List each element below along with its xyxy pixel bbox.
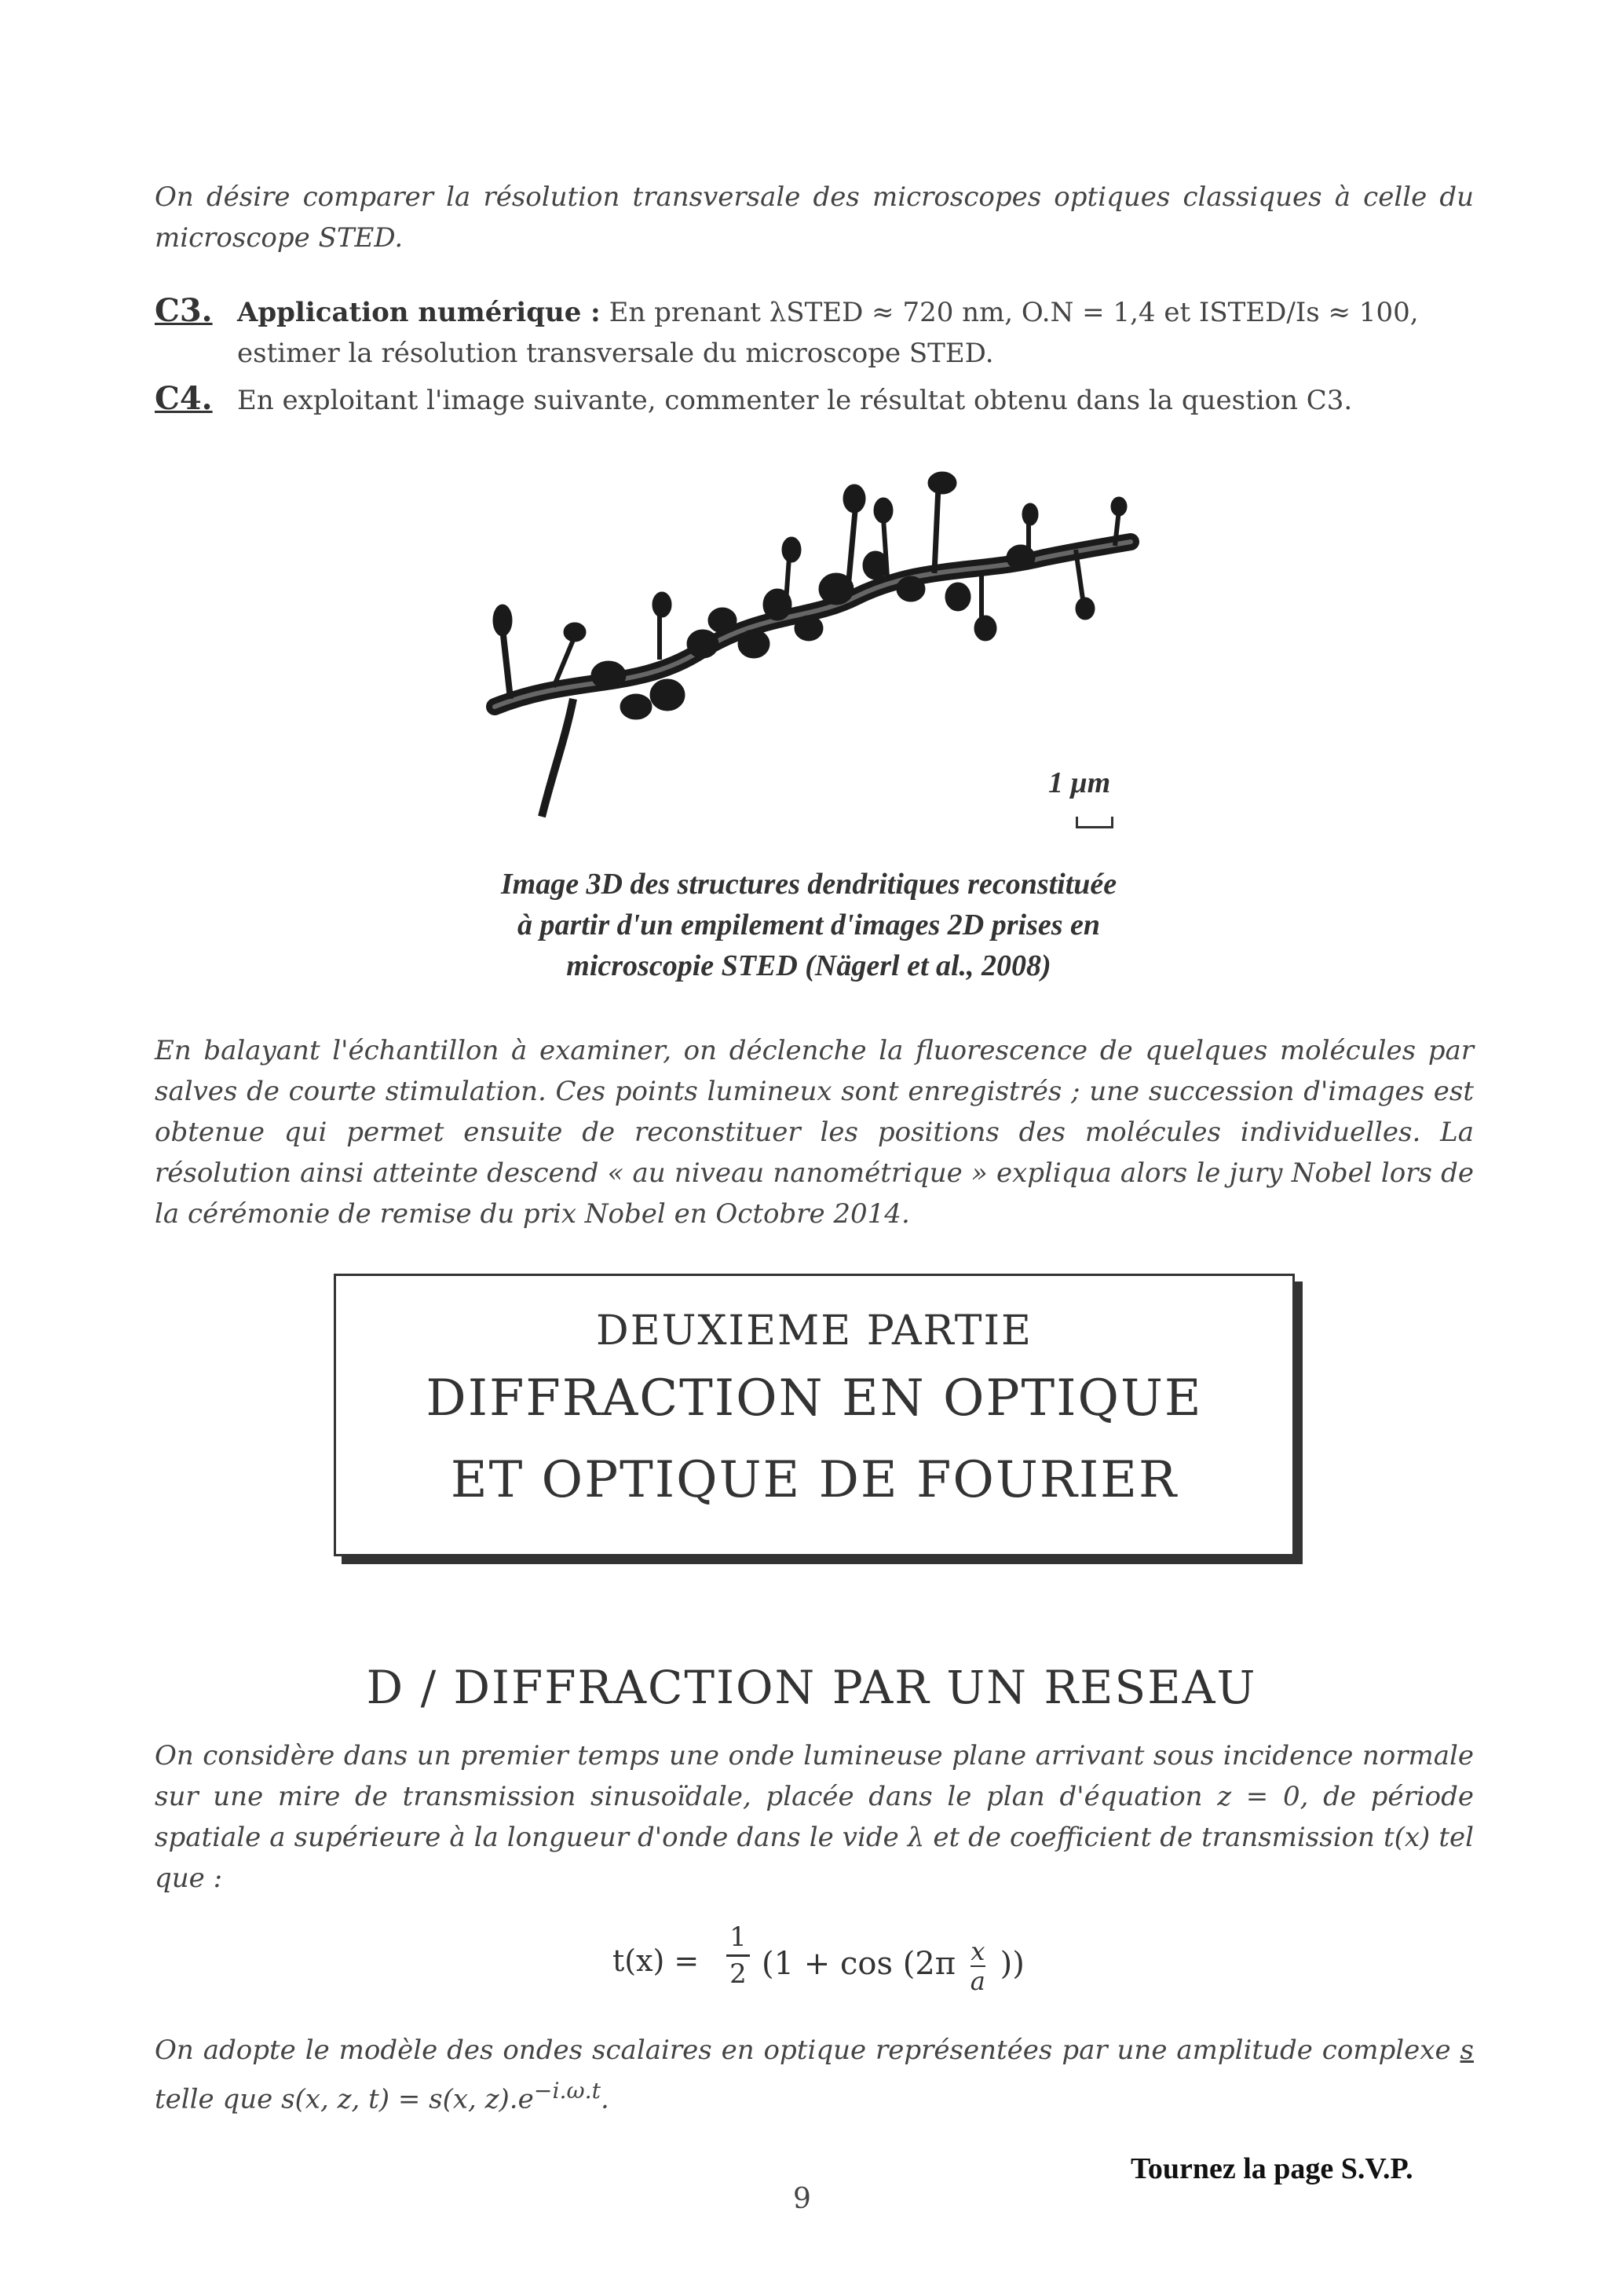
transmission-formula	[612, 1920, 1052, 2014]
model-paragraph	[155, 2030, 1474, 2119]
caption-line: à partir d'un empilement d'images 2D prises en	[517, 909, 1101, 941]
grating-paragraph: On considère dans un premier temps une onde lumineuse plane arrivant sous incidence normale sur une mire de transmission sinusoïdale, placée dans le plan d'équation z = 0, de période spatiale a supérieure à la longueur d'onde dans le vide λ et de coefficient de transmission t(x) tel que :	[155, 1740, 1474, 1894]
dendrite-figure	[479, 471, 1146, 840]
formula-numerator: 1	[729, 1921, 747, 1953]
model-text-before: On adopte le modèle des ondes scalaires en optique représentées par une amplitude complexe	[155, 2035, 1451, 2066]
model-text-mid: telle que	[155, 2083, 273, 2115]
question-number: C4.	[155, 380, 213, 417]
page-number: 9	[793, 2183, 811, 2215]
model-end: .	[601, 2083, 609, 2115]
model-exponent: −i.ω.t	[533, 2078, 601, 2104]
question-c4	[155, 378, 1474, 421]
part-subtitle: DEUXIEME PARTIE	[596, 1307, 1033, 1355]
intro-paragraph: On désire comparer la résolution transversale des microscopes optiques classiques à celle du microscope STED.	[155, 181, 1474, 254]
formula-lhs: t(x) =	[612, 1943, 700, 1978]
section-title: D / DIFFRACTION PAR UN RESEAU	[366, 1661, 1257, 1714]
model-equation: s(x, z, t) = s(x, z).e	[281, 2083, 534, 2115]
caption-line: microscopie STED (Nägerl et al., 2008)	[566, 949, 1051, 982]
question-c3	[155, 291, 1474, 374]
part-title-box	[334, 1274, 1295, 1556]
part-title-line2: ET OPTIQUE DE FOURIER	[450, 1451, 1179, 1509]
scale-bar	[1076, 817, 1113, 828]
formula-open: (1 + cos	[762, 1946, 894, 1982]
figure-caption	[393, 864, 1225, 986]
formula-x-over-a	[971, 1937, 985, 1995]
turn-page-note: Tournez la page S.V.P.	[1131, 2152, 1413, 2185]
part-title-line1: DIFFRACTION EN OPTIQUE	[426, 1369, 1203, 1428]
formula-denominator: 2	[729, 1958, 747, 1990]
caption-line: Image 3D des structures dendritiques reconstituée	[500, 868, 1117, 901]
formula-x: x	[971, 1936, 985, 1966]
formula-a: a	[970, 1966, 985, 1996]
formula-half	[726, 1920, 750, 1991]
question-bold-prefix: Application numérique :	[237, 297, 601, 328]
question-number: C3.	[155, 292, 213, 329]
question-text: En prenant λSTED ≈ 720 nm, O.N = 1,4 et ISTED/Is ≈ 100, estimer la résolution transversale du microscope STED.	[237, 297, 1419, 369]
nobel-paragraph: En balayant l'échantillon à examiner, on déclenche la fluorescence de quelques molécules par salves de courte stimulation. Ces points lumineux sont enregistrés ; une succession d'images est obtenue qui permet ensuite de reconstituer les positions des molécules individuelles. La résolution ainsi atteinte descend « au niveau nanométrique » expliqua alors le jury Nobel lors de la cérémonie de remise du prix Nobel en Octobre 2014.	[155, 1035, 1474, 1230]
question-text: En exploitant l'image suivante, commenter le résultat obtenu dans la question C3.	[237, 385, 1353, 416]
scale-label: 1 μm	[1048, 766, 1111, 799]
formula-inner-open: (2π	[902, 1946, 956, 1982]
formula-rhs	[762, 1937, 1025, 1995]
model-s: s	[1460, 2035, 1474, 2066]
formula-close: ))	[1000, 1946, 1025, 1982]
